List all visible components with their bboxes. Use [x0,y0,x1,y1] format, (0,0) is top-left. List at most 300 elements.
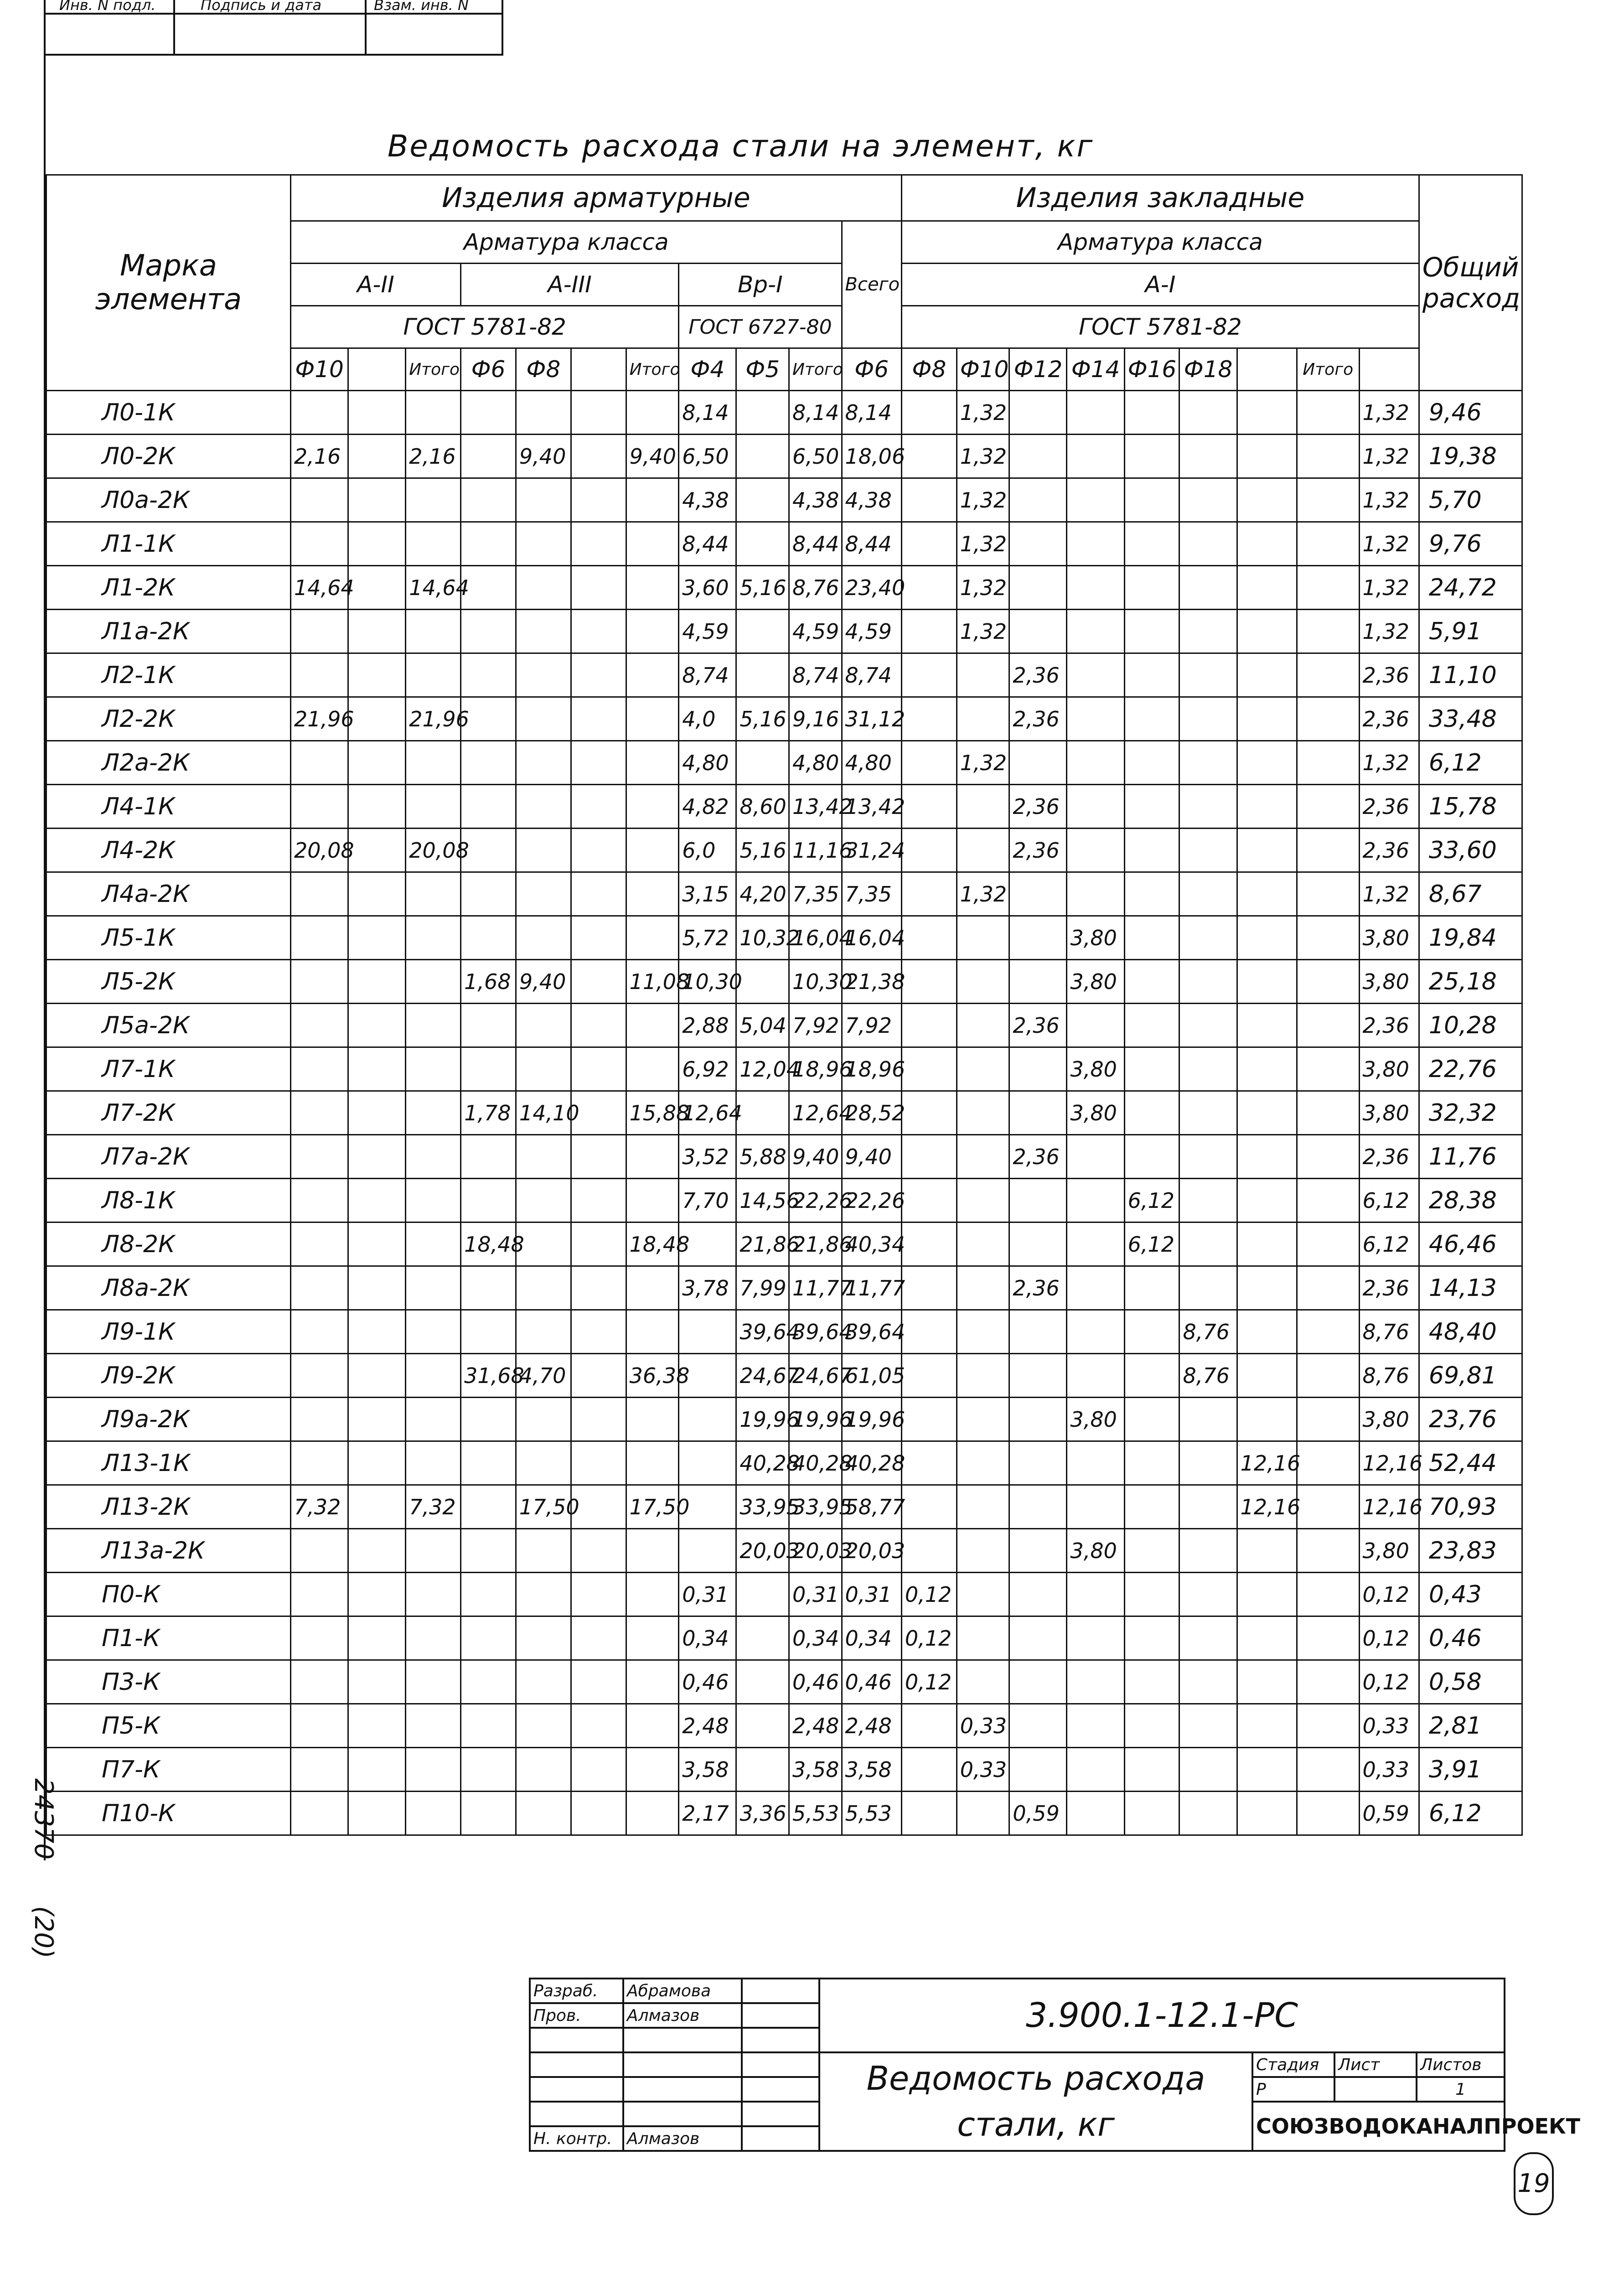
value-cell: 2,17 [679,1792,736,1835]
value-cell [406,1441,461,1485]
table-row [47,1091,1522,1135]
value-cell [406,1135,461,1179]
element-mark: П0-К [47,1573,291,1616]
value-cell [1297,785,1359,829]
table-body [47,391,1522,1835]
value-cell [1009,916,1067,960]
value-cell [348,916,406,960]
total-cell: 0,43 [1419,1573,1522,1616]
value-cell [626,829,679,872]
element-mark: Л7а-2К [47,1135,291,1179]
table-row [47,829,1522,872]
value-cell: 2,88 [679,1004,736,1047]
value-cell [1009,1179,1067,1222]
value-cell [1067,872,1124,916]
value-cell [571,1354,626,1398]
value-cell [1067,697,1124,741]
value-cell: 2,36 [1009,785,1067,829]
value-cell [1179,1616,1237,1660]
value-cell: 3,80 [1359,960,1419,1004]
value-cell: 3,80 [1067,1398,1124,1441]
value-cell: 6,12 [1124,1179,1179,1222]
value-cell: 19,96 [789,1398,842,1441]
value-cell [516,741,571,785]
value-cell [626,1616,679,1660]
element-mark: П1-К [47,1616,291,1660]
value-cell: 8,14 [789,391,842,435]
value-cell: 3,15 [679,872,736,916]
stage-label: Стадия [1252,2052,1334,2077]
value-cell [1124,1354,1179,1398]
value-cell [1237,1004,1297,1047]
value-cell [290,785,348,829]
value-cell: 0,33 [1359,1748,1419,1792]
value-cell [571,1660,626,1704]
value-cell: 0,31 [842,1573,901,1616]
value-cell [1067,1179,1124,1222]
total-cell: 19,38 [1419,435,1522,478]
value-cell [1179,1573,1237,1616]
value-cell [1179,829,1237,872]
value-cell [626,1748,679,1792]
value-cell [1124,478,1179,522]
value-cell [1124,741,1179,785]
value-cell [1237,1091,1297,1135]
value-cell: 9,40 [516,435,571,478]
table-row [47,1310,1522,1354]
value-cell [406,1398,461,1441]
value-cell [736,960,789,1004]
value-cell: 5,72 [679,916,736,960]
top-strip-inv: Инв. N подл. [59,0,156,14]
value-cell: 1,32 [957,872,1009,916]
value-cell: 6,92 [679,1047,736,1091]
value-cell [736,1748,789,1792]
value-cell: 9,40 [842,1135,901,1179]
value-cell: 13,42 [789,785,842,829]
element-mark: Л5-2К [47,960,291,1004]
value-cell [461,1792,516,1835]
value-cell [1067,1441,1124,1485]
value-cell [626,1179,679,1222]
value-cell [1067,653,1124,697]
total-cell: 11,10 [1419,653,1522,697]
value-cell [1009,1660,1067,1704]
value-cell [290,960,348,1004]
value-cell: 4,0 [679,697,736,741]
value-cell [1067,785,1124,829]
value-cell: 2,16 [406,435,461,478]
value-cell [1179,1004,1237,1047]
value-cell [516,1004,571,1047]
value-cell [1009,1047,1067,1091]
value-cell [348,697,406,741]
table-row [47,1266,1522,1310]
value-cell [1297,829,1359,872]
frame-divider [502,0,503,55]
value-cell [1297,1398,1359,1441]
value-cell: 12,04 [736,1047,789,1091]
value-cell [571,785,626,829]
value-cell [348,1310,406,1354]
value-cell [1067,1748,1124,1792]
value-cell [461,1704,516,1748]
value-cell [571,741,626,785]
value-cell: 7,32 [290,1485,348,1529]
value-cell: 2,36 [1359,785,1419,829]
frame-divider [365,0,367,55]
value-cell [290,1266,348,1310]
value-cell [406,1573,461,1616]
value-cell [1237,1616,1297,1660]
col-header: Ф14 [1067,348,1124,391]
value-cell [1124,1529,1179,1573]
value-cell [1124,1004,1179,1047]
value-cell [626,1310,679,1354]
name-norm: Алмазов [623,2126,742,2151]
value-cell: 8,74 [679,653,736,697]
col-header: Ф10 [957,348,1009,391]
margin-number: 24370 [29,1778,58,1860]
col-header [571,348,626,391]
total-cell: 9,76 [1419,522,1522,566]
table-row [47,960,1522,1004]
value-cell [406,1748,461,1792]
value-cell [1009,1573,1067,1616]
value-cell [957,1222,1009,1266]
element-mark: Л9а-2К [47,1398,291,1441]
value-cell [1009,1354,1067,1398]
value-cell: 3,80 [1359,1529,1419,1573]
value-cell: 12,16 [1359,1441,1419,1485]
value-cell [1179,1660,1237,1704]
value-cell [348,1047,406,1091]
value-cell [348,1792,406,1835]
value-cell [1124,653,1179,697]
value-cell: 21,86 [789,1222,842,1266]
value-cell: 33,95 [789,1485,842,1529]
value-cell [348,610,406,653]
value-cell: 6,12 [1124,1222,1179,1266]
value-cell [901,1047,957,1091]
total-cell: 33,60 [1419,829,1522,872]
value-cell [348,1004,406,1047]
value-cell [1067,1354,1124,1398]
value-cell: 1,78 [461,1091,516,1135]
value-cell [1009,741,1067,785]
value-cell [957,1047,1009,1091]
value-cell [1297,1704,1359,1748]
value-cell [516,1529,571,1573]
value-cell [406,1704,461,1748]
value-cell: 8,76 [1179,1354,1237,1398]
value-cell: 1,32 [957,522,1009,566]
value-cell: 21,86 [736,1222,789,1266]
value-cell: 11,16 [789,829,842,872]
value-cell [516,1573,571,1616]
total-cell: 0,46 [1419,1616,1522,1660]
value-cell [290,1792,348,1835]
value-cell [516,1266,571,1310]
value-cell: 4,20 [736,872,789,916]
value-cell [1237,435,1297,478]
value-cell: 40,28 [789,1441,842,1485]
stage-value: Р [1252,2077,1334,2102]
value-cell [290,1573,348,1616]
value-cell [1237,1398,1297,1441]
value-cell: 4,80 [789,741,842,785]
col-header: Ф4 [679,348,736,391]
value-cell [1297,1441,1359,1485]
value-cell: 11,77 [789,1266,842,1310]
value-cell: 2,36 [1009,1004,1067,1047]
value-cell [290,1222,348,1266]
value-cell: 3,80 [1067,916,1124,960]
value-cell [736,741,789,785]
value-cell: 17,50 [516,1485,571,1529]
element-mark: Л1а-2К [47,610,291,653]
value-cell: 8,14 [679,391,736,435]
value-cell [1237,566,1297,610]
value-cell: 2,36 [1359,1266,1419,1310]
total-cell: 32,32 [1419,1091,1522,1135]
col-header: Ф6 [842,348,901,391]
table-row [47,1441,1522,1485]
element-mark: Л7-1К [47,1047,291,1091]
value-cell [626,1047,679,1091]
total-cell: 9,46 [1419,391,1522,435]
value-cell [1124,960,1179,1004]
value-cell [1124,1485,1179,1529]
value-cell: 2,36 [1009,697,1067,741]
table-row [47,1616,1522,1660]
value-cell [348,1266,406,1310]
value-cell: 8,44 [842,522,901,566]
value-cell [626,1792,679,1835]
table-row [47,1047,1522,1091]
sheets-value: 1 [1417,2077,1505,2102]
value-cell [901,1485,957,1529]
element-mark: П7-К [47,1748,291,1792]
element-mark: Л4-2К [47,829,291,872]
col-header: Ф8 [901,348,957,391]
value-cell [516,1398,571,1441]
value-cell [571,697,626,741]
value-cell [901,872,957,916]
value-cell: 4,38 [842,478,901,522]
value-cell [736,1704,789,1748]
value-cell [571,566,626,610]
value-cell [1297,1004,1359,1047]
value-cell: 1,32 [1359,522,1419,566]
value-cell [348,1135,406,1179]
value-cell [348,1354,406,1398]
value-cell [1179,1704,1237,1748]
value-cell [1067,1573,1124,1616]
value-cell [957,960,1009,1004]
value-cell [957,829,1009,872]
value-cell [571,1398,626,1441]
value-cell: 18,48 [626,1222,679,1266]
value-cell [461,1398,516,1441]
value-cell: 6,0 [679,829,736,872]
value-cell: 15,88 [626,1091,679,1135]
element-mark: Л13а-2К [47,1529,291,1573]
total-cell: 23,83 [1419,1529,1522,1573]
value-cell [901,1179,957,1222]
value-cell: 12,64 [679,1091,736,1135]
value-cell [461,478,516,522]
value-cell: 13,42 [842,785,901,829]
value-cell [736,478,789,522]
total-cell: 52,44 [1419,1441,1522,1485]
value-cell [571,435,626,478]
element-mark: Л8-1К [47,1179,291,1222]
value-cell [571,1135,626,1179]
value-cell [1297,478,1359,522]
element-mark: Л2-2К [47,697,291,741]
value-cell [571,1222,626,1266]
value-cell [348,1704,406,1748]
value-cell: 2,36 [1009,653,1067,697]
title-block [529,1978,1581,2152]
value-cell [1237,391,1297,435]
value-cell: 2,36 [1009,829,1067,872]
value-cell [1297,960,1359,1004]
value-cell [348,391,406,435]
value-cell [626,610,679,653]
value-cell: 4,59 [679,610,736,653]
doc-title [819,2052,1252,2151]
value-cell [626,697,679,741]
value-cell: 28,52 [842,1091,901,1135]
table-row [47,478,1522,522]
value-cell [1179,478,1237,522]
value-cell: 10,30 [789,960,842,1004]
value-cell [1179,610,1237,653]
value-cell [1297,1485,1359,1529]
value-cell [1067,478,1124,522]
value-cell [626,1266,679,1310]
value-cell: 0,59 [1359,1792,1419,1835]
total-cell: 28,38 [1419,1179,1522,1222]
value-cell [626,1529,679,1573]
value-cell: 1,32 [957,435,1009,478]
value-cell [1237,610,1297,653]
value-cell: 2,48 [679,1704,736,1748]
value-cell [461,785,516,829]
total-cell: 69,81 [1419,1354,1522,1398]
value-cell [1124,872,1179,916]
value-cell: 1,32 [957,566,1009,610]
value-cell [290,391,348,435]
value-cell [1237,872,1297,916]
value-cell [1179,872,1237,916]
value-cell [957,1179,1009,1222]
value-cell: 0,46 [789,1660,842,1704]
value-cell [516,522,571,566]
value-cell: 18,96 [789,1047,842,1091]
value-cell: 0,31 [679,1573,736,1616]
value-cell [957,1660,1009,1704]
value-cell: 0,12 [1359,1573,1419,1616]
value-cell [1124,1310,1179,1354]
value-cell [957,697,1009,741]
value-cell: 1,32 [1359,566,1419,610]
value-cell [901,1310,957,1354]
value-cell [571,1792,626,1835]
value-cell [348,1441,406,1485]
gost-vr-header: ГОСТ 6727-80 [679,306,842,348]
role-norm: Н. контр. [530,2126,623,2151]
value-cell [1067,435,1124,478]
value-cell: 4,38 [679,478,736,522]
value-cell [1009,1529,1067,1573]
value-cell: 12,16 [1359,1485,1419,1529]
value-cell: 18,48 [461,1222,516,1266]
value-cell [1297,1616,1359,1660]
table-row [47,653,1522,697]
value-cell [571,1266,626,1310]
value-cell [626,1135,679,1179]
value-cell [1179,391,1237,435]
value-cell: 10,30 [679,960,736,1004]
value-cell [1237,1222,1297,1266]
total-cell: 5,70 [1419,478,1522,522]
total-cell: 70,93 [1419,1485,1522,1529]
value-cell [1179,1398,1237,1441]
value-cell [1297,1266,1359,1310]
name-dev: Абрамова [623,1979,742,2003]
frame-divider [44,54,503,56]
frame-divider [173,0,175,55]
value-cell [571,1529,626,1573]
value-cell [1297,391,1359,435]
value-cell [1297,1354,1359,1398]
value-cell [516,1441,571,1485]
value-cell [348,566,406,610]
value-cell [679,1529,736,1573]
value-cell [626,785,679,829]
value-cell [516,1748,571,1792]
vr1-header: Вр-I [679,264,842,306]
value-cell: 1,32 [957,741,1009,785]
value-cell: 31,24 [842,829,901,872]
value-cell [1237,1792,1297,1835]
value-cell [901,522,957,566]
value-cell [901,610,957,653]
value-cell [1124,522,1179,566]
value-cell [290,1441,348,1485]
value-cell: 39,64 [842,1310,901,1354]
value-cell [626,741,679,785]
value-cell [1237,1573,1297,1616]
value-cell [406,1529,461,1573]
margin-sheet: (20) [29,1906,58,1958]
total-cell: 6,12 [1419,1792,1522,1835]
value-cell [1067,1310,1124,1354]
value-cell: 3,80 [1067,1047,1124,1091]
value-cell [1179,1792,1237,1835]
value-cell [901,653,957,697]
value-cell [736,435,789,478]
value-cell [1009,478,1067,522]
value-cell: 0,12 [901,1573,957,1616]
element-mark: Л9-1К [47,1310,291,1354]
value-cell: 5,16 [736,566,789,610]
value-cell [516,785,571,829]
value-cell [571,1310,626,1354]
